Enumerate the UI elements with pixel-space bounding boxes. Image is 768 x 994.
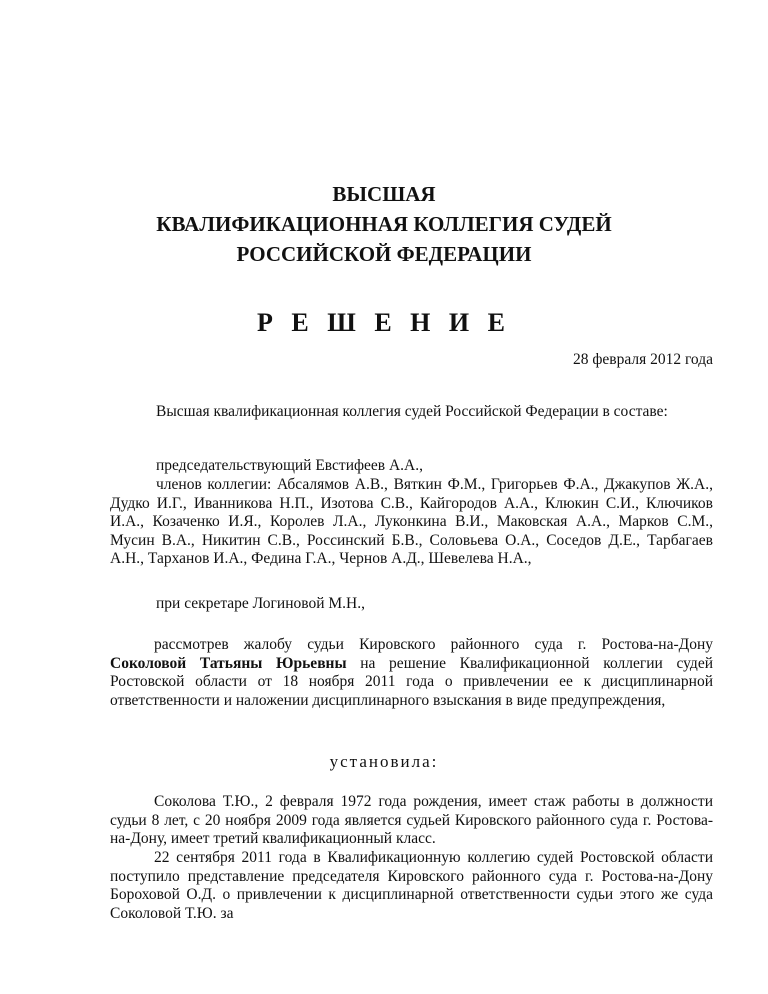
established-heading: установила:: [329, 752, 439, 771]
respondent-name: Соколовой Татьяны Юрьевны: [110, 654, 347, 672]
document-title: Р Е Ш Е Н И Е: [257, 308, 511, 337]
presiding-paragraph: председательствующий Евстифеев А.А.,: [156, 457, 423, 474]
considering-paragraph: [110, 636, 713, 710]
considering-text-after: на решение Квалификационной коллегии судей Ростовской области от 18 ноября 2011 года о привлечении ее к дисциплинарной ответственности и наложении дисциплинарного взыскания в виде предупреждения,: [110, 654, 713, 709]
paragraph-2: 22 сентября 2011 года в Квалификационную коллегию судей Ростовской области поступило представление председателя Кировского районного суда г. Ростова-на-Дону Бороховой О.Д. о привлечении к дисциплинарной ответственности судьи этого же суда Соколовой Т.Ю. за: [110, 849, 713, 922]
paragraph-1: Соколова Т.Ю., 2 февраля 1972 года рождения, имеет стаж работы в должности судьи 8 лет, с 20 ноября 2009 года является судьей Кировского районного суда г. Ростова-на-Дону, имеет третий квалификационный класс.: [110, 793, 713, 848]
document-date: 28 февраля 2012 года: [572, 351, 713, 368]
members-paragraph: членов коллегии: Абсалямов А.В., Вяткин Ф.М., Григорьев Ф.А., Джакупов Ж.А., Дудко И.Г., Иванникова Н.П., Изотова С.В., Кайгородов А.А., Клюкин С.И., Ключиков И.А., Козаченко И.Я., Королев Л.А., Луконкина В.И., Маковская А.А., Марков С.М., Мусин В.А., Никитин С.В., Россинский Б.В., Соловьева О.А., Соседов Д.Е., Тарбагаев А.Н., Тарханов И.А., Федина Г.А., Чернов А.Д., Шевелева Н.А.,: [110, 476, 713, 568]
composition-paragraph: Высшая квалификационная коллегия судей Российской Федерации в составе:: [156, 403, 668, 420]
header-line-2: КВАЛИФИКАЦИОННАЯ КОЛЛЕГИЯ СУДЕЙ: [156, 212, 612, 236]
considering-text-before: рассмотрев жалобу судьи Кировского районного суда г. Ростова-на-Дону: [154, 636, 713, 653]
header-line-3: РОССИЙСКОЙ ФЕДЕРАЦИИ: [236, 242, 532, 266]
header-line-1: ВЫСШАЯ: [332, 182, 436, 206]
secretary-paragraph: при секретаре Логиновой М.Н.,: [156, 595, 365, 612]
